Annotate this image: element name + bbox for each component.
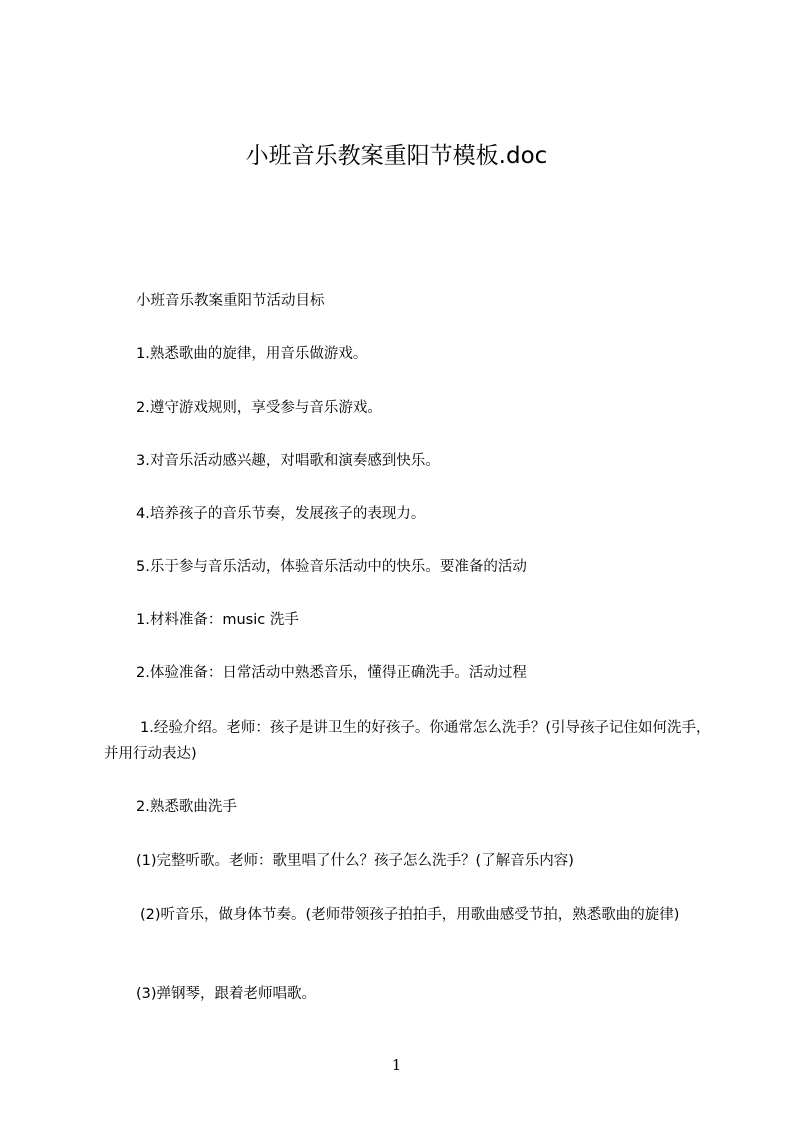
paragraph-step-2-3: (3)弹钢琴，跟着老师唱歌。 [136, 986, 317, 1002]
paragraph-step-1: 1.经验介绍。老师：孩子是讲卫生的好孩子。你通常怎么洗手？(引导孩子记住如何洗手，并用行动表达) [104, 720, 711, 762]
paragraph-material-prep: 1.材料准备：music 洗手 [136, 612, 299, 628]
paragraph-objective-4: 4.培养孩子的音乐节奏，发展孩子的表现力。 [136, 506, 426, 522]
paragraph-objective-1: 1.熟悉歌曲的旋律，用音乐做游戏。 [136, 346, 368, 362]
paragraph-experience-prep: 2.体验准备：日常活动中熟悉音乐，懂得正确洗手。活动过程 [136, 665, 527, 681]
document-title: 小班音乐教案重阳节模板.doc [245, 143, 548, 169]
paragraph-objective-2: 2.遵守游戏规则，享受参与音乐游戏。 [136, 400, 382, 416]
paragraph-step-2: 2.熟悉歌曲洗手 [136, 799, 237, 815]
paragraph-step-2-1: (1)完整听歌。老师：歌里唱了什么？孩子怎么洗手？(了解音乐内容) [136, 853, 574, 869]
page-number: 1 [391, 1056, 402, 1074]
paragraph-objective-3: 3.对音乐活动感兴趣，对唱歌和演奏感到快乐。 [136, 453, 440, 469]
paragraph-step-2-2: (2)听音乐，做身体节奏。(老师带领孩子拍拍手，用歌曲感受节拍，熟悉歌曲的旋律) [140, 907, 680, 923]
paragraph-objectives-heading: 小班音乐教案重阳节活动目标 [136, 293, 325, 309]
paragraph-objective-5: 5.乐于参与音乐活动，体验音乐活动中的快乐。要准备的活动 [136, 559, 527, 575]
